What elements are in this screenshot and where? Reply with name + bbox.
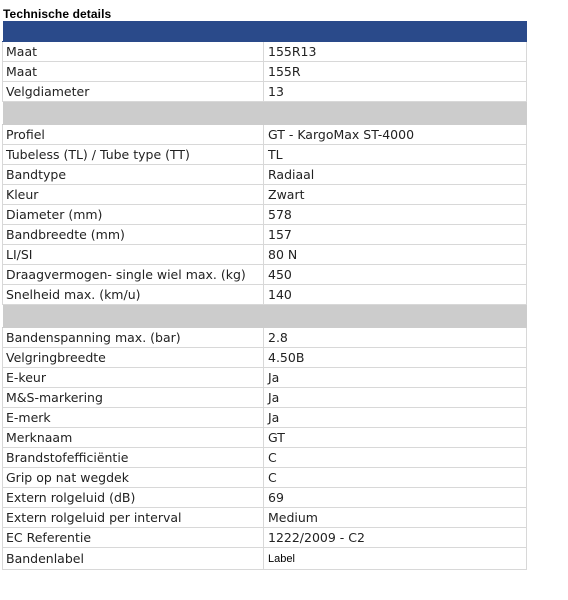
table-row	[3, 145, 527, 165]
table-row	[3, 508, 527, 528]
table-row	[3, 62, 527, 82]
row-value: 80 N	[264, 245, 527, 265]
row-value: 69	[264, 488, 527, 508]
table-row	[3, 408, 527, 428]
row-label: Brandstofefficiëntie	[3, 448, 264, 468]
row-label: Profiel	[3, 125, 264, 145]
table-row	[3, 368, 527, 388]
row-label: Bandtype	[3, 165, 264, 185]
row-label: Tubeless (TL) / Tube type (TT)	[3, 145, 264, 165]
row-value: Ja	[264, 368, 527, 388]
table-row	[3, 528, 527, 548]
table-header-bar	[3, 21, 527, 42]
row-value: GT	[264, 428, 527, 448]
table-row	[3, 388, 527, 408]
row-label: Snelheid max. (km/u)	[3, 285, 264, 305]
table-row	[3, 82, 527, 102]
separator-cell-left	[3, 102, 264, 125]
row-value: Medium	[264, 508, 527, 528]
row-label: M&S-markering	[3, 388, 264, 408]
separator-cell-right	[264, 102, 527, 125]
row-label: E-keur	[3, 368, 264, 388]
row-label: Bandenlabel	[3, 548, 264, 570]
row-value: 13	[264, 82, 527, 102]
section-title: Technische details	[3, 7, 112, 21]
technical-details-table	[2, 21, 527, 570]
table-row	[3, 285, 527, 305]
group-separator	[3, 102, 527, 125]
group-separator	[3, 305, 527, 328]
row-value: 155R13	[264, 42, 527, 62]
row-label: Maat	[3, 62, 264, 82]
tyre-label-value: Label	[268, 553, 295, 565]
table-row	[3, 348, 527, 368]
row-value: C	[264, 448, 527, 468]
row-value: Ja	[264, 408, 527, 428]
separator-cell-left	[3, 305, 264, 328]
header-bar-right	[264, 21, 527, 42]
table-row	[3, 548, 527, 570]
row-value: 155R	[264, 62, 527, 82]
table-row	[3, 468, 527, 488]
row-label: Kleur	[3, 185, 264, 205]
header-bar-left	[3, 21, 264, 42]
separator-cell-right	[264, 305, 527, 328]
table-row	[3, 225, 527, 245]
row-value: 157	[264, 225, 527, 245]
row-value: 2.8	[264, 328, 527, 348]
technical-details-body	[3, 21, 527, 570]
table-row	[3, 488, 527, 508]
table-row	[3, 245, 527, 265]
row-label: Diameter (mm)	[3, 205, 264, 225]
table-row	[3, 125, 527, 145]
row-label: Extern rolgeluid per interval	[3, 508, 264, 528]
table-row	[3, 428, 527, 448]
row-label: Bandbreedte (mm)	[3, 225, 264, 245]
row-label: Grip op nat wegdek	[3, 468, 264, 488]
row-label: Extern rolgeluid (dB)	[3, 488, 264, 508]
row-value-cell	[264, 548, 527, 570]
table-row	[3, 185, 527, 205]
row-label: LI/SI	[3, 245, 264, 265]
row-value: 4.50B	[264, 348, 527, 368]
row-value: 578	[264, 205, 527, 225]
row-value: Ja	[264, 388, 527, 408]
row-value: TL	[264, 145, 527, 165]
row-value: Radiaal	[264, 165, 527, 185]
row-value: C	[264, 468, 527, 488]
row-label: EC Referentie	[3, 528, 264, 548]
table-row	[3, 165, 527, 185]
row-label: Bandenspanning max. (bar)	[3, 328, 264, 348]
row-label: Velgringbreedte	[3, 348, 264, 368]
row-label: Merknaam	[3, 428, 264, 448]
table-row	[3, 265, 527, 285]
row-value: 1222/2009 - C2	[264, 528, 527, 548]
row-value: Zwart	[264, 185, 527, 205]
row-value: 450	[264, 265, 527, 285]
row-label: Maat	[3, 42, 264, 62]
row-label: Draagvermogen- single wiel max. (kg)	[3, 265, 264, 285]
row-value: GT - KargoMax ST-4000	[264, 125, 527, 145]
table-row	[3, 205, 527, 225]
row-value: 140	[264, 285, 527, 305]
row-label: E-merk	[3, 408, 264, 428]
table-row	[3, 328, 527, 348]
table-row	[3, 448, 527, 468]
row-label: Velgdiameter	[3, 82, 264, 102]
table-row	[3, 42, 527, 62]
